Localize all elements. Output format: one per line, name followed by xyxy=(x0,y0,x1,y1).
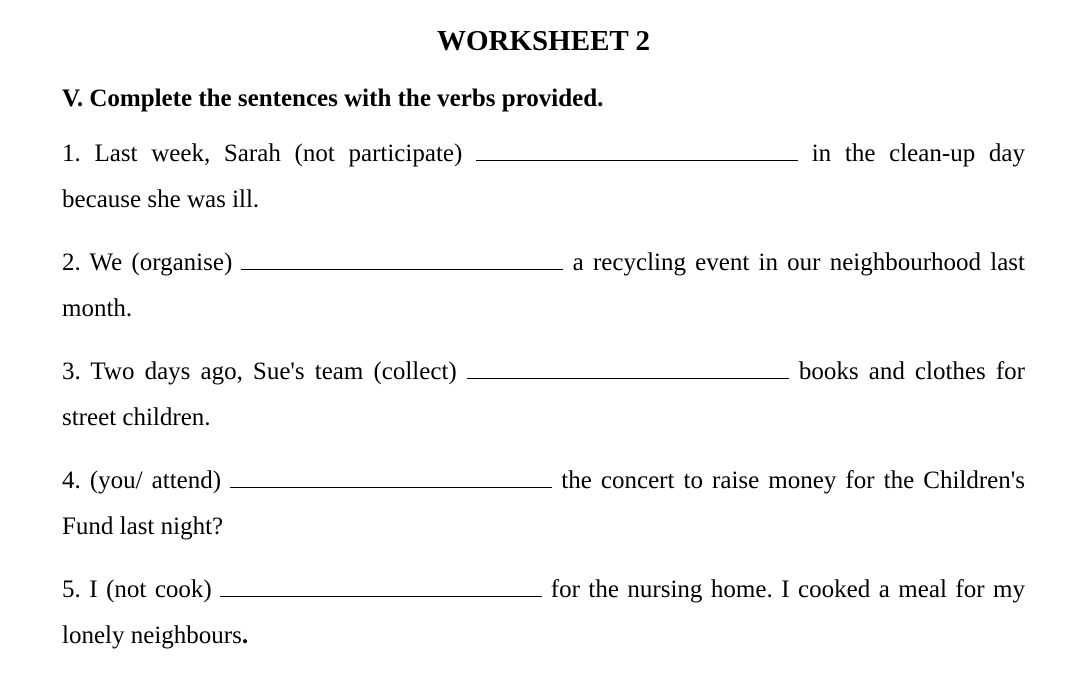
item-text-before: 5. I (not cook) xyxy=(62,576,221,603)
exercise-item-2 xyxy=(62,240,1025,332)
answer-blank[interactable] xyxy=(476,138,798,161)
item-end-mark: . xyxy=(241,622,249,649)
worksheet-title: WORKSHEET 2 xyxy=(437,25,650,57)
exercise-item-5 xyxy=(62,567,1025,659)
item-text-after: a recycling event in our neighbourhood last month. xyxy=(62,249,1025,322)
item-text-before: 2. We (organise) xyxy=(62,249,242,276)
item-text-before: 3. Two days ago, Sue's team (collect) xyxy=(62,358,467,385)
item-text-after: for the nursing home. I cooked a meal for my lonely neighbours xyxy=(62,576,1025,649)
exercise-item-4 xyxy=(62,458,1025,550)
exercise-item-3 xyxy=(62,349,1025,441)
item-text-after: the concert to raise money for the Children's Fund last night? xyxy=(62,467,1025,540)
item-text-before: 1. Last week, Sarah (not participate) xyxy=(62,140,477,167)
answer-blank[interactable] xyxy=(230,465,552,488)
answer-blank[interactable] xyxy=(467,356,789,379)
exercise-item-1 xyxy=(62,131,1025,223)
item-text-after: books and clothes for street children. xyxy=(62,358,1025,431)
answer-blank[interactable] xyxy=(220,574,542,597)
item-text-before: 4. (you/ attend) xyxy=(62,467,231,494)
section-instruction: V. Complete the sentences with the verbs provided. xyxy=(62,85,604,112)
answer-blank[interactable] xyxy=(241,247,563,270)
item-text-after: in the clean-up day because she was ill. xyxy=(62,140,1025,213)
